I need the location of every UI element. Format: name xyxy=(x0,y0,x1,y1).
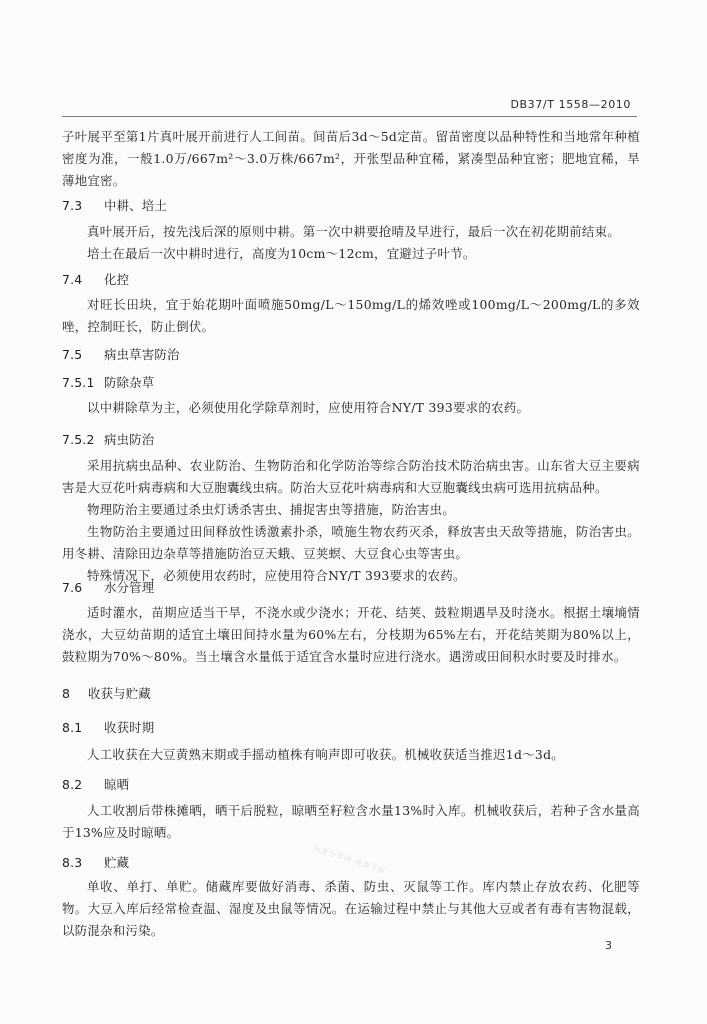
paragraph-text: 对旺长田块，宜于始花期叶面喷施50mg/L～150mg/L的烯效唑或100mg/L～200mg/L的多效唑，控制旺长，防止倒伏。 xyxy=(62,297,640,334)
section-number: 7.4 xyxy=(62,272,83,287)
section-number: 8.2 xyxy=(62,777,83,792)
standard-code-header: DB37/T 1558—2010 xyxy=(510,98,631,111)
section-number: 7.5 xyxy=(62,347,83,362)
section-title: 防除杂草 xyxy=(104,375,155,390)
section-number: 8.1 xyxy=(62,720,83,735)
paragraph-text: 单收、单打、单贮。储藏库要做好消毒、杀菌、防虫、灭鼠等工作。库内禁止存放农药、化肥等物。大豆入库后经常检查温、湿度及虫鼠等情况。在运输过程中禁止与其他大豆或者有毒有害物混载，以防混杂和污染。 xyxy=(62,879,640,938)
paragraph-weed-control xyxy=(62,397,640,419)
section-title: 中耕、培土 xyxy=(104,198,167,213)
paragraph-thinning xyxy=(62,126,640,192)
section-title: 水分管理 xyxy=(104,580,155,595)
watermark: 标准分享网 免费下载 xyxy=(312,844,387,876)
section-heading-7-5 xyxy=(62,345,180,363)
header-rule xyxy=(62,116,637,117)
paragraph-storage xyxy=(62,876,640,942)
section-heading-7-3 xyxy=(62,196,167,214)
section-heading-7-4 xyxy=(62,270,129,288)
paragraph-cultivation xyxy=(62,221,640,265)
section-title: 病虫草害防治 xyxy=(104,347,180,362)
section-title: 晾晒 xyxy=(104,777,130,792)
section-title: 化控 xyxy=(104,272,130,287)
paragraph-pest-control xyxy=(62,455,640,587)
section-heading-7-5-1 xyxy=(62,373,154,391)
section-title: 贮藏 xyxy=(104,855,130,870)
section-number: 7.6 xyxy=(62,580,83,595)
section-number: 7.3 xyxy=(62,198,83,213)
paragraph-text: 以中耕除草为主，必须使用化学除草剂时，应使用符合NY/T 393要求的农药。 xyxy=(87,400,530,415)
paragraph-text: 人工收获在大豆黄熟末期或手摇动植株有响声即可收获。机械收获适当推迟1d～3d。 xyxy=(87,747,565,762)
paragraph-text: 物理防治主要通过杀虫灯诱杀害虫、捕捉害虫等措施，防治害虫。 xyxy=(87,502,456,517)
paragraph-text: 生物防治主要通过田间释放性诱激素扑杀，喷施生物农药灭杀，释放害虫天敌等措施，防治害虫。用冬耕、清除田边杂草等措施防治豆天蛾、豆荚螟、大豆食心虫等害虫。 xyxy=(62,524,640,561)
page-number: 3 xyxy=(605,939,612,952)
section-heading-7-6 xyxy=(62,578,154,596)
section-number: 8 xyxy=(62,686,71,701)
paragraph-harvest-time xyxy=(62,744,640,766)
section-title: 收获时期 xyxy=(104,720,155,735)
paragraph-text: 适时灌水，苗期应适当干旱，不浇水或少浇水；开花、结荚、鼓粒期遇旱及时浇水。根据土壤墒情浇水，大豆幼苗期的适宜土壤田间持水量为60%左右，分枝期为65%左右，开花结荚期为80%以上，鼓粒期为70%～80%。当土壤含水量低于适宜含水量时应进行浇水。遇涝或田间积水时要及时排水。 xyxy=(62,605,640,664)
paragraph-text: 特殊情况下，必须使用农药时，应使用符合NY/T 393要求的农药。 xyxy=(87,568,466,583)
section-title: 收获与贮藏 xyxy=(88,686,151,701)
section-number: 7.5.1 xyxy=(62,375,95,390)
section-number: 8.3 xyxy=(62,855,83,870)
section-heading-8-2 xyxy=(62,775,129,793)
section-title: 病虫防治 xyxy=(104,432,155,447)
section-heading-7-5-2 xyxy=(62,430,154,448)
paragraph-text: 培土在最后一次中耕时进行，高度为10cm～12cm，宜避过子叶节。 xyxy=(87,246,476,261)
paragraph-drying xyxy=(62,800,640,844)
section-heading-8-3 xyxy=(62,853,129,871)
section-number: 7.5.2 xyxy=(62,432,95,447)
section-heading-8-1 xyxy=(62,718,154,736)
paragraph-text: 人工收割后带株摊晒，晒干后脱粒，晾晒至籽粒含水量13%时入库。机械收获后，若种子含水量高于13%应及时晾晒。 xyxy=(62,803,640,840)
section-heading-8 xyxy=(62,684,151,702)
paragraph-text: 采用抗病虫品种、农业防治、生物防治和化学防治等综合防治技术防治病虫害。山东省大豆主要病害是大豆花叶病毒病和大豆胞囊线虫病。防治大豆花叶病毒病和大豆胞囊线虫病可选用抗病品种。 xyxy=(62,458,640,495)
paragraph-text: 子叶展平至第1片真叶展开前进行人工间苗。间苗后3d～5d定苗。留苗密度以品种特性和当地常年种植密度为准，一般1.0万/667m²～3.0万株/667m²，开张型品种宜稀，紧凑型品种宜密；肥地宜稀，旱薄地宜密。 xyxy=(62,129,640,188)
paragraph-growth-control xyxy=(62,294,640,338)
paragraph-text: 真叶展开后，按先浅后深的原则中耕。第一次中耕要抢晴及早进行，最后一次在初花期前结束。 xyxy=(87,224,621,239)
paragraph-water-management xyxy=(62,602,640,668)
